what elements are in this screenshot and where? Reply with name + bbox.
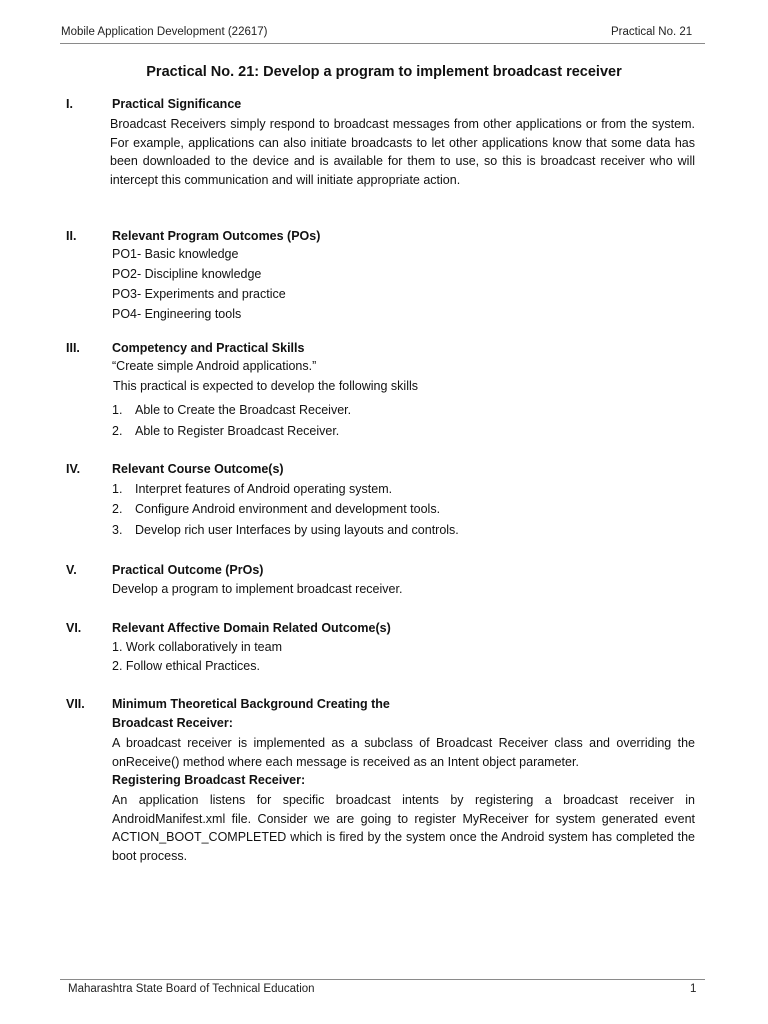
section-paragraph: An application listens for specific broadcast intents by registering a broadcast receiver in AndroidManifest.xml file. Consider we are going to register MyReceiver for system generated event ACTION_BOOT_COMPLETED which is fired by the system once the Android system has completed the boot process.: [112, 793, 695, 863]
po-item: PO1- Basic knowledge: [112, 247, 239, 261]
outcome-item: 2. Follow ethical Practices.: [112, 659, 260, 673]
section-number: VII.: [66, 697, 85, 711]
section-text: Develop a program to implement broadcast receiver.: [112, 582, 403, 596]
header-rule: [60, 43, 705, 44]
section-number: IV.: [66, 462, 81, 476]
header-course: Mobile Application Development (22617): [61, 26, 268, 38]
section-number: II.: [66, 229, 77, 243]
section-paragraph: Broadcast Receivers simply respond to broadcast messages from other applications or from the system. For example, applications can also initiate broadcasts to let other applications know that some data has been downloaded to the device and is available for them to use, so this is broadcast receiver who will intercept this communication and will initiate appropriate action.: [110, 117, 695, 187]
section-heading: Relevant Course Outcome(s): [112, 462, 284, 476]
section-heading: Relevant Affective Domain Related Outcome(s): [112, 621, 391, 635]
header-practical-number: Practical No. 21: [611, 26, 693, 38]
po-item: PO2- Discipline knowledge: [112, 267, 262, 281]
po-item: PO4- Engineering tools: [112, 307, 242, 321]
section-heading: Practical Significance: [112, 97, 242, 111]
list-item: Able to Create the Broadcast Receiver.: [135, 403, 352, 417]
list-item: Able to Register Broadcast Receiver.: [135, 424, 340, 438]
po-item: PO3- Experiments and practice: [112, 287, 286, 301]
footer-rule: [60, 979, 705, 980]
section-heading: Minimum Theoretical Background Creating the: [112, 697, 390, 711]
section-number: III.: [66, 341, 80, 355]
section-heading: Competency and Practical Skills: [112, 341, 305, 355]
section-number: I.: [66, 97, 73, 111]
section-number: VI.: [66, 621, 82, 635]
footer-board: Maharashtra State Board of Technical Education: [68, 983, 315, 995]
page-title: Practical No. 21: Develop a program to implement broadcast receiver: [146, 64, 622, 80]
list-item-number: 3.: [112, 523, 123, 537]
section-quote: “Create simple Android applications.”: [112, 359, 317, 373]
list-item-number: 2.: [112, 424, 123, 438]
subheading-registering: Registering Broadcast Receiver:: [112, 773, 306, 787]
section-paragraph: A broadcast receiver is implemented as a subclass of Broadcast Receiver class and overriding the onReceive() method where each message is received as an Intent object parameter.: [112, 736, 695, 769]
list-item: Configure Android environment and development tools.: [135, 502, 441, 516]
list-item-number: 1.: [112, 403, 123, 417]
section-intro: This practical is expected to develop the following skills: [113, 379, 419, 393]
subheading-broadcast-receiver: Broadcast Receiver:: [112, 716, 233, 730]
section-number: V.: [66, 563, 77, 577]
list-item-number: 1.: [112, 482, 123, 496]
section-heading: Relevant Program Outcomes (POs): [112, 229, 321, 243]
list-item: Interpret features of Android operating system.: [135, 482, 393, 496]
list-item-number: 2.: [112, 502, 123, 516]
page-number: 1: [690, 983, 697, 995]
list-item: Develop rich user Interfaces by using layouts and controls.: [135, 523, 459, 537]
outcome-item: 1. Work collaboratively in team: [112, 640, 282, 654]
section-heading: Practical Outcome (PrOs): [112, 563, 264, 577]
